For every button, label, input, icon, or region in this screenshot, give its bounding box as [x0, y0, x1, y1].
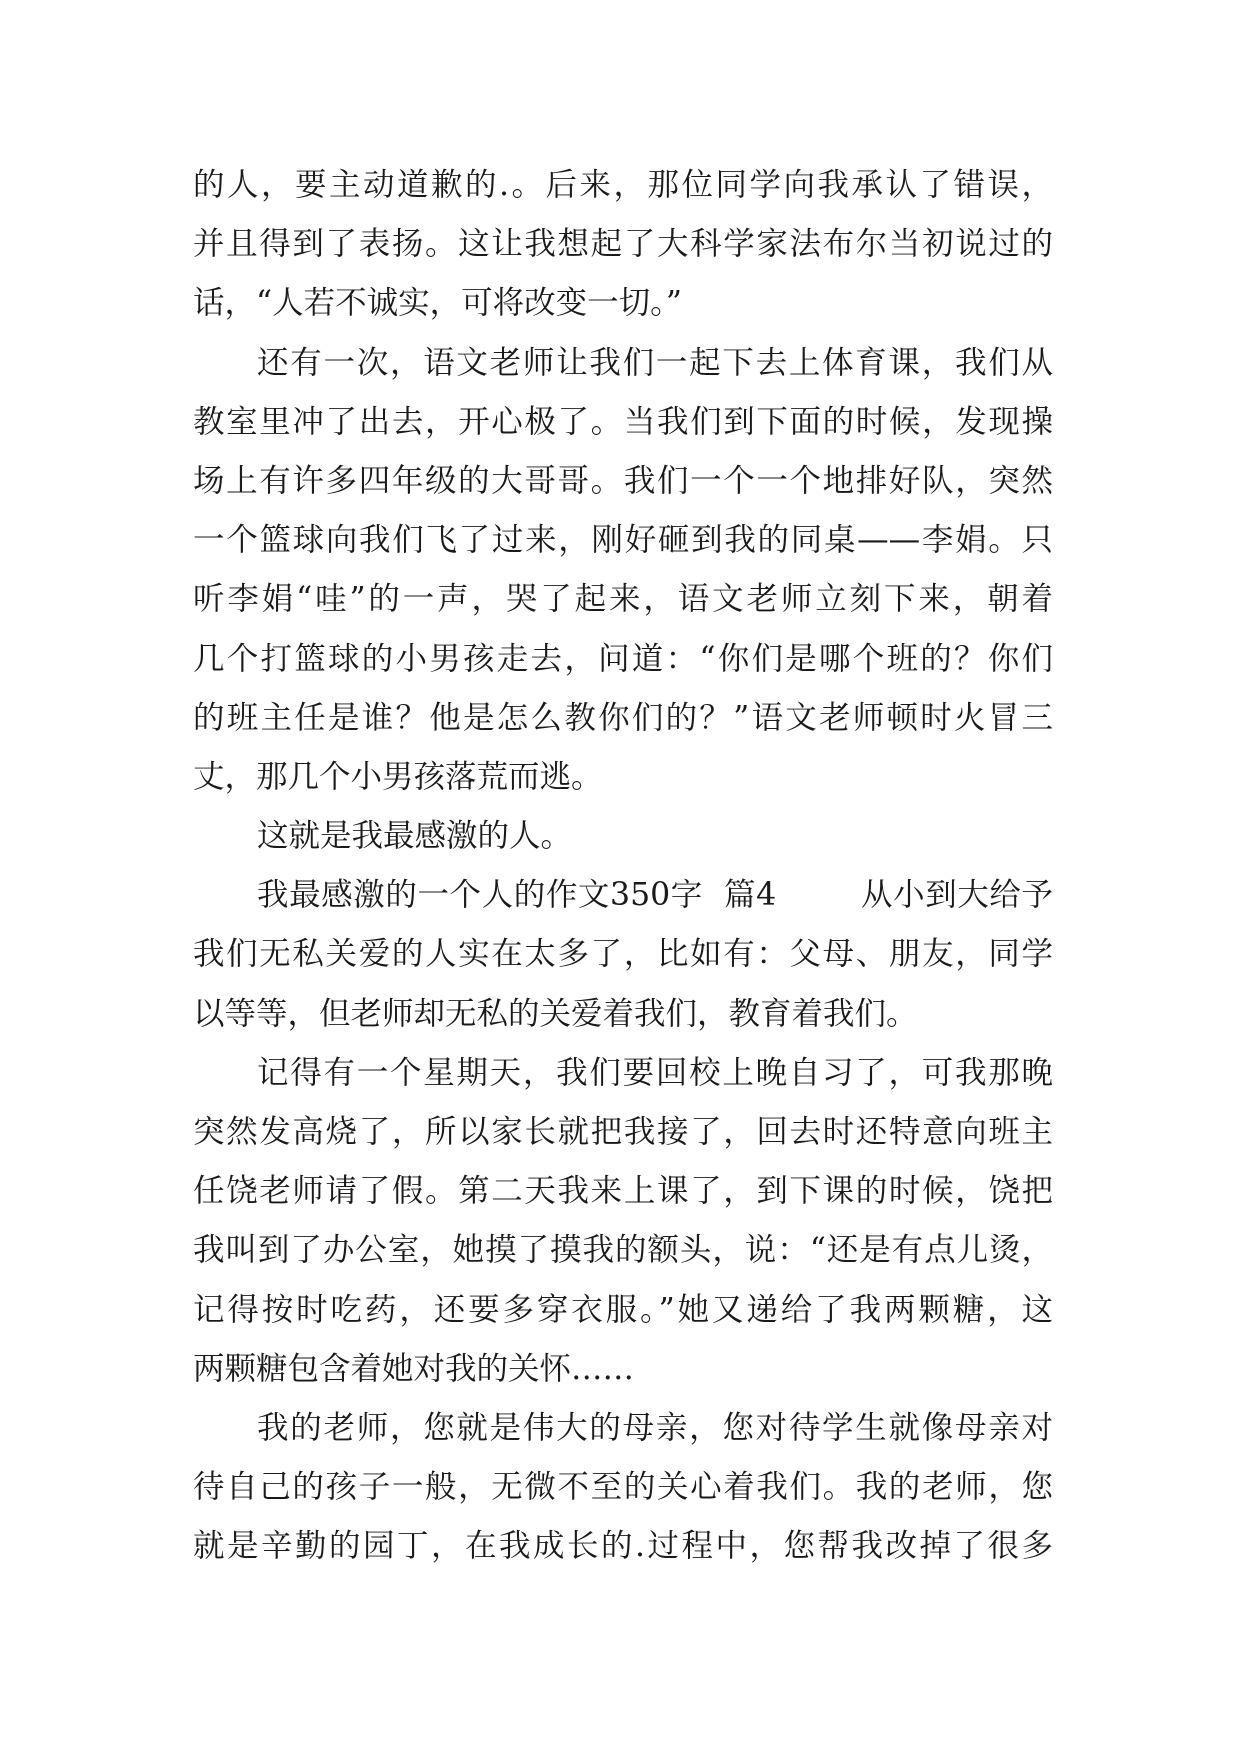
text-line: 话，“人若不诚实，可将改变一切。”	[193, 285, 682, 322]
text-line: 我们无私关爱的人实在太多了，比如有：父母、朋友，同学	[193, 936, 1053, 973]
text-line: 的人，要主动道歉的.。后来，那位同学向我承认了错误，	[193, 167, 1053, 203]
text-line: 任饶老师请了假。第二天我来上课了，到下课的时候，饶把	[193, 1173, 1053, 1210]
text-line: 的班主任是谁？他是怎么教你们的？”语文老师顿时火冒三	[193, 699, 1053, 736]
text-line: 丈，那几个小男孩落荒而逃。	[193, 758, 603, 795]
text-line: 我的老师，您就是伟大的母亲，您对待学生就像母亲对	[257, 1409, 1053, 1446]
text-line: 记得有一个星期天，我们要回校上晚自习了，可我那晚	[257, 1054, 1053, 1091]
text-line: 一个篮球向我们飞了过来，刚好砸到我的同桌——李娟。只	[193, 522, 1053, 559]
text-line: 记得按时吃药，还要多穿衣服。”她又递给了我两颗糖，这	[193, 1291, 1053, 1328]
document-body	[193, 156, 1053, 1577]
text-line: 这就是我最感激的人。	[257, 818, 573, 855]
text-line: 教室里冲了出去，开心极了。当我们到下面的时候，发现操	[193, 403, 1053, 440]
text-line: 以等等，但老师却无私的关爱着我们，教育着我们。	[193, 995, 918, 1032]
text-line: 我叫到了办公室，她摸了摸我的额头，说：“还是有点儿烫，	[193, 1232, 1053, 1269]
text-line: 我最感激的一个人的作文350字 篇4 从小到大给予	[257, 877, 1053, 914]
text-line: 就是辛勤的园丁，在我成长的.过程中，您帮我改掉了很多	[193, 1528, 1053, 1565]
text-line: 待自己的孩子一般，无微不至的关心着我们。我的老师，您	[193, 1469, 1053, 1506]
text-line: 两颗糖包含着她对我的关怀……	[193, 1350, 635, 1387]
text-line: 突然发高烧了，所以家长就把我接了，回去时还特意向班主	[193, 1114, 1053, 1150]
text-line: 听李娟“哇”的一声，哭了起来，语文老师立刻下来，朝着	[193, 581, 1053, 618]
text-line: 还有一次，语文老师让我们一起下去上体育课，我们从	[257, 344, 1053, 381]
text-line: 场上有许多四年级的大哥哥。我们一个一个地排好队，突然	[193, 462, 1053, 499]
text-line: 并且得到了表扬。这让我想起了大科学家法布尔当初说过的	[193, 226, 1053, 263]
text-line: 几个打篮球的小男孩走去，问道：“你们是哪个班的？你们	[193, 640, 1053, 677]
